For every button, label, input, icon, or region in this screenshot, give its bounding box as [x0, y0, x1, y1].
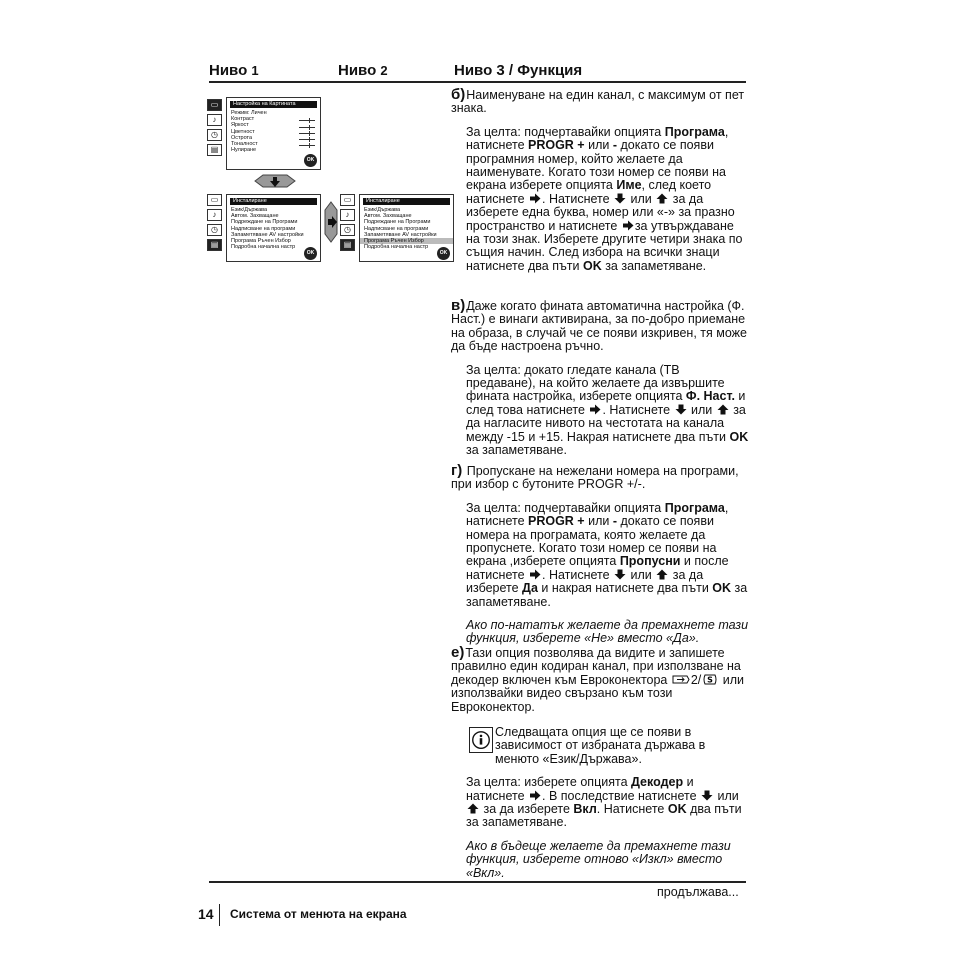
right-arrow-icon: [529, 569, 541, 580]
brightness-slider: [299, 127, 315, 128]
section-e-intro: Тази опция позволява да видите и запишете правилно един кодиран канал, при използване на декодер включен към Евроконектора: [451, 646, 741, 687]
picture-menu-title: Настройка на Картината: [230, 101, 317, 108]
clock-icon: ◷: [340, 224, 355, 236]
up-arrow-icon: [656, 569, 668, 580]
footer-separator: [219, 904, 220, 926]
up-arrow-icon: [717, 404, 729, 415]
section-e: е)Тази опция позволява да видите и запишете правилно един кодиран канал, при използване на декодер включен към Евроконектора 2/ S или използвайки видео свързано към този Евроконектор. Следващата опция ще се появи в зависимост от избраната държава в менюто «Език/Държава». За целта: изберете опцията Декодер и натиснете . В последствие натиснете или за да изберете Вкл. Натиснете OK два пъти за запаметяване. Ако в бъдеще желаете да премахнете тази функция, изберете отново «Изкл» вместо «Вкл».: [451, 646, 751, 880]
section-v: [451, 299, 751, 457]
menu-item: Подреждане на Програми: [231, 219, 298, 226]
picture-icon: ▭: [207, 99, 222, 111]
menu-item: Запаметяване AV настройки: [364, 231, 437, 238]
menu-item: Автом. Захващане: [231, 213, 279, 220]
sound-icon: ♪: [340, 209, 355, 221]
section-v-paragraph: За целта: докато гледате канала (ТВ предаване), на който желаете да извършите фината настройка, изберете опцията Ф. Наст. и след това натиснете . Натиснете или за да нагласите нивото на честотата на канала между -15 и +15. Накрая натиснете два пъти OK за запаметяване.: [466, 362, 749, 458]
clock-icon: ◷: [207, 224, 222, 236]
menu-item: Подреждане на Програми: [364, 219, 431, 226]
install-menu-a-lines: [227, 207, 320, 250]
install-menu-b-title: Инсталиране: [363, 198, 450, 205]
section-e-letter: е): [451, 644, 465, 661]
install-menu-b-lines: [360, 207, 453, 250]
menu-item: Контраст: [231, 116, 255, 123]
section-v-intro: Даже когато фината автоматична настройка (Ф. Наст.) е винаги активирана, за по-добро приемане на образа, в случай че се появи изкривен, тя може да бъде настроена ръчно.: [451, 299, 747, 354]
setup-icon: ▤: [207, 239, 222, 251]
menu-item: Острота: [231, 134, 253, 141]
menu-item: Тоналност: [231, 141, 258, 148]
section-v-letter: в): [451, 297, 466, 314]
picture-icon: ▭: [340, 194, 355, 206]
up-arrow-icon: [656, 193, 668, 204]
scart-connector-icon: [672, 674, 690, 685]
menu-icons-3: [340, 194, 355, 254]
down-arrow-icon: [701, 790, 713, 801]
down-arrow-icon: [614, 193, 626, 204]
section-e-paragraph: За целта: изберете опцията Декодер и натиснете . В последствие натиснете или за да изберете Вкл. Натиснете OK два пъти за запаметяване.: [466, 775, 742, 830]
right-arrow-icon: [622, 220, 634, 231]
setup-icon: ▤: [207, 144, 222, 156]
menu-item: Програма Ръчен Избор: [360, 238, 453, 244]
picture-menu-lines: [227, 110, 320, 153]
scart-s-icon: [702, 674, 718, 685]
section-b-intro: Наименуване на един канал, с максимум от пет знака.: [451, 88, 745, 116]
info-icon: [469, 727, 493, 753]
menu-item: Подробна начална настр: [231, 244, 296, 251]
down-arrow-icon: [675, 404, 687, 415]
ok-badge: OK: [304, 247, 317, 260]
section-g: [451, 464, 751, 646]
level2-heading: Ниво 2: [338, 62, 388, 79]
menu-icons-1: [207, 99, 222, 159]
remote-down-button-icon: [253, 174, 297, 188]
tone-slider: [299, 145, 315, 146]
footer-title: Система от менюта на екрана: [230, 907, 407, 921]
up-arrow-icon: [467, 803, 479, 814]
section-b: [451, 88, 751, 273]
remote-right-button-icon: [324, 200, 338, 244]
section-g-note: Ако по-нататък желаете да премахнете тази функция, изберете «Не» вместо «Да».: [466, 618, 749, 646]
picture-menu: [226, 97, 321, 170]
right-arrow-icon: [529, 193, 541, 204]
menu-item: Подробна начална настр: [364, 244, 429, 251]
menu-item: Режим: Личен: [231, 110, 267, 116]
menu-item: Нулиране: [231, 147, 257, 154]
section-e-info: Следващата опция ще се появи в зависимост от избраната държава в менюто «Език/Държава».: [495, 725, 706, 766]
menu-item: Език/Държава: [231, 207, 268, 213]
level1-heading: Ниво 1: [209, 62, 259, 79]
menu-item: Надписване на програми: [231, 225, 296, 232]
level3-heading: Ниво 3 / Функция: [454, 62, 583, 79]
sound-icon: ♪: [207, 209, 222, 221]
top-divider: [209, 81, 746, 83]
right-arrow-icon: [529, 790, 541, 801]
install-menu-b: [359, 194, 454, 262]
ok-badge: OK: [437, 247, 450, 260]
menu-item: Цветност: [231, 128, 255, 135]
bottom-divider: [209, 881, 746, 883]
sharpness-slider: [299, 139, 315, 140]
right-arrow-icon: [589, 404, 601, 415]
section-g-intro: Пропускане на нежелани номера на програми, при избор с бутоните PROGR +/-.: [451, 464, 739, 492]
menu-item: Език/Държава: [364, 207, 401, 213]
page-number: 14: [198, 906, 214, 922]
down-arrow-icon: [614, 569, 626, 580]
menu-item: Яркост: [231, 122, 249, 129]
section-e-note: Ако в бъдеще желаете да премахнете тази функция, изберете отново «Изкл» вместо «Вкл».: [466, 838, 731, 880]
menu-item: Програма Ръчен Избор: [231, 238, 291, 245]
install-menu-a: [226, 194, 321, 262]
continues-label: продължава...: [657, 885, 739, 899]
clock-icon: ◷: [207, 129, 222, 141]
setup-icon: ▤: [340, 239, 355, 251]
ok-badge: OK: [304, 154, 317, 167]
section-b-paragraph: За целта: подчертавайки опцията Програма, натиснете PROGR + или - докато се появи програмния номер, който желаете да наименувате. Когато този номер се появи на екрана изберете опцията Име, след което натиснете . Натиснете или за да изберете една буква, номер или «-» за празно пространство и натиснете за утвърждаване на този знак. Изберете другите четири знака по същия начин. След избора на всички знаци натиснете два пъти OK за запаметяване.: [466, 124, 743, 273]
menu-item: Автом. Захващане: [364, 213, 412, 220]
section-g-letter: г): [451, 462, 463, 479]
section-b-letter: б): [451, 86, 466, 103]
install-menu-a-title: Инсталиране: [230, 198, 317, 205]
color-slider: [299, 133, 315, 134]
svg-text:S: S: [707, 675, 714, 685]
contrast-slider: [299, 120, 315, 121]
menu-item: Запаметяване AV настройки: [231, 231, 304, 238]
sound-icon: ♪: [207, 114, 222, 126]
section-g-paragraph: За целта: подчертавайки опцията Програма, натиснете PROGR + или - докато се появи номера на програмата, която желаете да пропуснете. Когато този номер се появи на екрана ,изберете опцията Пропусни и после натиснете . Натиснете или за да изберете Да и накрая натиснете два пъти OK за запаметяване.: [466, 500, 748, 609]
menu-icons-2: [207, 194, 222, 254]
picture-icon: ▭: [207, 194, 222, 206]
menu-item: Надписване на програми: [364, 225, 429, 232]
